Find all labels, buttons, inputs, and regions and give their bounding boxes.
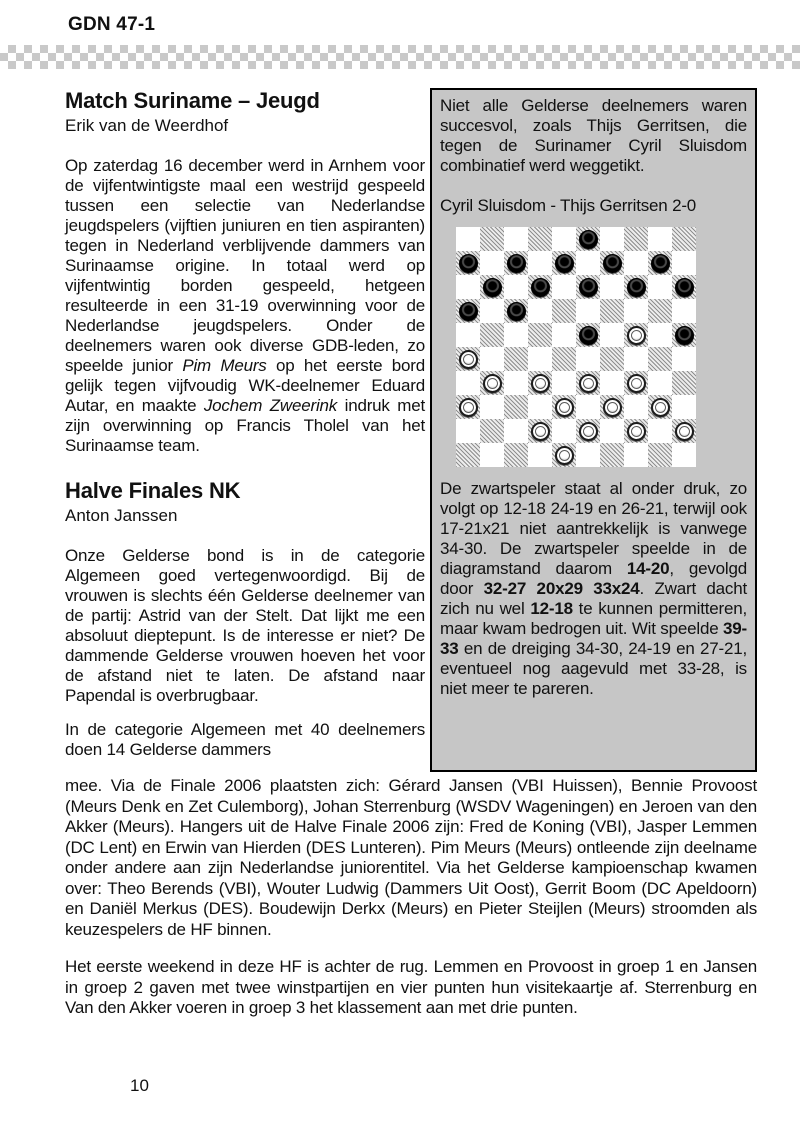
dark-square [480, 371, 504, 395]
light-square [600, 323, 624, 347]
dark-square [576, 419, 600, 443]
dark-square [600, 251, 624, 275]
light-square [624, 395, 648, 419]
dark-square [624, 227, 648, 251]
dark-square [576, 371, 600, 395]
dark-square [504, 395, 528, 419]
bottom-paragraph-continuation: mee. Via de Finale 2006 plaatsten zich: Gérard Jansen (VBI Huissen), Bennie Provoost (Meurs Denk en Zet Culemborg), Johan Sterrenburg (WSDV Wageningen) en Jeroen van den Akker (Meurs). Hangers uit de Halve Finale 2006 zijn: Fred de Koning (VBI), Jasper Lemmen (DC Lent) en Erwin van Hierden (DES Lunteren). Pim Meurs (Meurs) ontleende zijn deelname onder andere aan zijn Nederlandse juniorentitel. Via het Gelderse kampioenschap kwamen over: Theo Berends (VBI), Wouter Ludwig (Dammers Uit Oost), Gerrit Boom (DC Apeldoorn) en Daniël Merkus (DES). Boudewijn Derkx (Meurs) en Pieter Steijlen (Meurs) stroomden als keuzespelers de HF binnen. [65, 776, 757, 939]
dark-square [672, 419, 696, 443]
black-piece [579, 278, 598, 297]
light-square [648, 371, 672, 395]
white-piece [579, 374, 598, 393]
white-piece [459, 398, 478, 417]
light-square [648, 419, 672, 443]
dark-square [624, 323, 648, 347]
dark-square [552, 299, 576, 323]
dark-square [456, 251, 480, 275]
light-square [528, 347, 552, 371]
light-square [552, 227, 576, 251]
light-square [504, 227, 528, 251]
black-piece [675, 326, 694, 345]
light-square [480, 443, 504, 467]
black-piece [507, 254, 526, 273]
article2-author: Anton Janssen [65, 506, 178, 525]
dark-square [456, 299, 480, 323]
light-square [480, 251, 504, 275]
left-column [65, 88, 425, 760]
black-piece [459, 302, 478, 321]
light-square [576, 347, 600, 371]
article1-paragraph: Op zaterdag 16 december werd in Arnhem voor de vijfentwintigste maal een westrijd gespeeld tussen een selectie van Nederlandse jeugdspelers (vijftien juniuren en tien aspiranten) tegen in Nederland verblijvende dammers van Surinaamse origine. In totaal werd op vijfentwintig borden gespeeld, hetgeen resulteerde in een 31-19 overwinning voor de Nederlandse jeugdspelers. Onder de deelnemers waren ook diverse GDB-leden, zo speelde junior Pim Meurs op het eerste bord gelijk tegen vijfvoudig WK-deelnemer Eduard Autar, en maakte Jochem Zweerink indruk met zijn overwinning op Francis Tholel van het Surinaamse team. [65, 156, 425, 455]
light-square [552, 419, 576, 443]
dark-square [552, 395, 576, 419]
light-square [600, 227, 624, 251]
light-square [480, 347, 504, 371]
black-piece [627, 278, 646, 297]
light-square [672, 347, 696, 371]
dark-square [648, 299, 672, 323]
analysis-text: De zwartspeler staat al onder druk, zo volgt op 12-18 24-19 en 26-21, terwijl ook 17-21x21 niet aantrekkelijk is vanwege 34-30. De zwartspeler speelde in de diagramstand daarom 14-20, gevolgd door 32-27 20x29 33x24. Zwart dacht zich nu wel 12-18 te kunnen permitteren, maar kwam bedrogen uit. Wit speelde 39-33 en de dreiging 34-30, 24-19 en 27-21, eventueel nog aagevuld met 33-28, is niet meer te pareren. [440, 479, 747, 698]
light-square [528, 299, 552, 323]
black-piece [483, 278, 502, 297]
black-piece [579, 230, 598, 249]
dark-square [648, 347, 672, 371]
light-square [576, 299, 600, 323]
dark-square [552, 251, 576, 275]
dark-square [480, 275, 504, 299]
white-piece [579, 422, 598, 441]
black-piece [675, 278, 694, 297]
dark-square [576, 275, 600, 299]
draughts-board [456, 227, 696, 467]
black-piece [555, 254, 574, 273]
black-piece [579, 326, 598, 345]
dark-square [600, 443, 624, 467]
light-square [624, 299, 648, 323]
white-piece [531, 422, 550, 441]
bottom-paragraph-weekend: Het eerste weekend in deze HF is achter de rug. Lemmen en Provoost in groep 1 en Jansen in groep 2 gaven met twee winstpartijen en vier punten hun visitekaartje af. Sterrenburg en Van den Akker voeren in groep 3 het klassement aan met drie punten. [65, 957, 757, 1017]
dark-square [600, 299, 624, 323]
light-square [456, 371, 480, 395]
analysis-intro: Niet alle Gelderse deelnemers waren succesvol, zoals Thijs Gerritsen, die tegen de Surinamer Cyril Sluisdom combinatief werd weggetikt. [440, 96, 747, 175]
article2-paragraph1: Onze Gelderse bond is in de categorie Algemeen goed vertegenwoordigd. Bij de vrouwen is slechts één Gelderse deelnemer van de partij: Astrid van der Stelt. Dat lijkt me een absoluut dieptepunt. Is de interesse er niet? De dammende Gelderse vrouwen hoeven het voor de afstand niet te laten. De afstand naar Papendal is overbrugbaar. [65, 546, 425, 705]
light-square [480, 395, 504, 419]
article-title-match-suriname: Match Suriname – Jeugd [65, 88, 320, 113]
light-square [648, 323, 672, 347]
light-square [552, 275, 576, 299]
light-square [624, 443, 648, 467]
dark-square [480, 419, 504, 443]
dark-square [648, 395, 672, 419]
dark-square [672, 275, 696, 299]
light-square [624, 251, 648, 275]
dark-square [672, 227, 696, 251]
light-square [552, 323, 576, 347]
analysis-box [430, 88, 757, 772]
dark-square [456, 443, 480, 467]
light-square [528, 443, 552, 467]
light-square [576, 251, 600, 275]
dark-square [552, 347, 576, 371]
dark-square [648, 251, 672, 275]
light-square [600, 371, 624, 395]
dark-square [456, 347, 480, 371]
light-square [600, 275, 624, 299]
white-piece [459, 350, 478, 369]
article1-author: Erik van de Weerdhof [65, 116, 229, 135]
dark-square [576, 227, 600, 251]
light-square [672, 251, 696, 275]
dark-square [528, 227, 552, 251]
dark-square [624, 419, 648, 443]
dark-square [624, 275, 648, 299]
light-square [480, 299, 504, 323]
dark-square [480, 227, 504, 251]
white-piece [531, 374, 550, 393]
light-square [456, 275, 480, 299]
article2-paragraph2-start: In de categorie Algemeen met 40 deelnemers doen 14 Gelderse dammers [65, 720, 425, 759]
black-piece [651, 254, 670, 273]
black-piece [507, 302, 526, 321]
light-square [576, 395, 600, 419]
white-piece [603, 398, 622, 417]
dark-square [480, 323, 504, 347]
white-piece [651, 398, 670, 417]
light-square [528, 395, 552, 419]
light-square [624, 347, 648, 371]
light-square [552, 371, 576, 395]
light-square [600, 419, 624, 443]
light-square [672, 443, 696, 467]
dark-square [576, 323, 600, 347]
dark-square [504, 299, 528, 323]
light-square [456, 419, 480, 443]
white-piece [483, 374, 502, 393]
bottom-section [65, 776, 757, 1019]
dark-square [528, 323, 552, 347]
light-square [504, 419, 528, 443]
light-square [504, 275, 528, 299]
dark-square [504, 347, 528, 371]
article-title-halve-finales: Halve Finales NK [65, 478, 241, 503]
light-square [672, 395, 696, 419]
dark-square [600, 395, 624, 419]
page-number: 10 [130, 1076, 149, 1095]
white-piece [675, 422, 694, 441]
dark-square [528, 371, 552, 395]
light-square [456, 323, 480, 347]
dark-square [528, 275, 552, 299]
white-piece [555, 446, 574, 465]
light-square [648, 227, 672, 251]
dark-square [552, 443, 576, 467]
dark-square [648, 443, 672, 467]
white-piece [627, 374, 646, 393]
light-square [672, 299, 696, 323]
dark-square [624, 371, 648, 395]
light-square [504, 323, 528, 347]
black-piece [603, 254, 622, 273]
black-piece [531, 278, 550, 297]
light-square [456, 227, 480, 251]
dark-square [504, 443, 528, 467]
dark-square [456, 395, 480, 419]
light-square [528, 251, 552, 275]
dark-square [672, 371, 696, 395]
white-piece [555, 398, 574, 417]
dark-square [672, 323, 696, 347]
black-piece [459, 254, 478, 273]
dark-square [600, 347, 624, 371]
dark-square [504, 251, 528, 275]
light-square [576, 443, 600, 467]
game-caption: Cyril Sluisdom - Thijs Gerritsen 2-0 [440, 196, 697, 215]
dark-square [528, 419, 552, 443]
white-piece [627, 326, 646, 345]
light-square [648, 275, 672, 299]
checkered-band-top [0, 45, 800, 69]
page-header: GDN 47-1 [68, 14, 156, 35]
white-piece [627, 422, 646, 441]
light-square [504, 371, 528, 395]
